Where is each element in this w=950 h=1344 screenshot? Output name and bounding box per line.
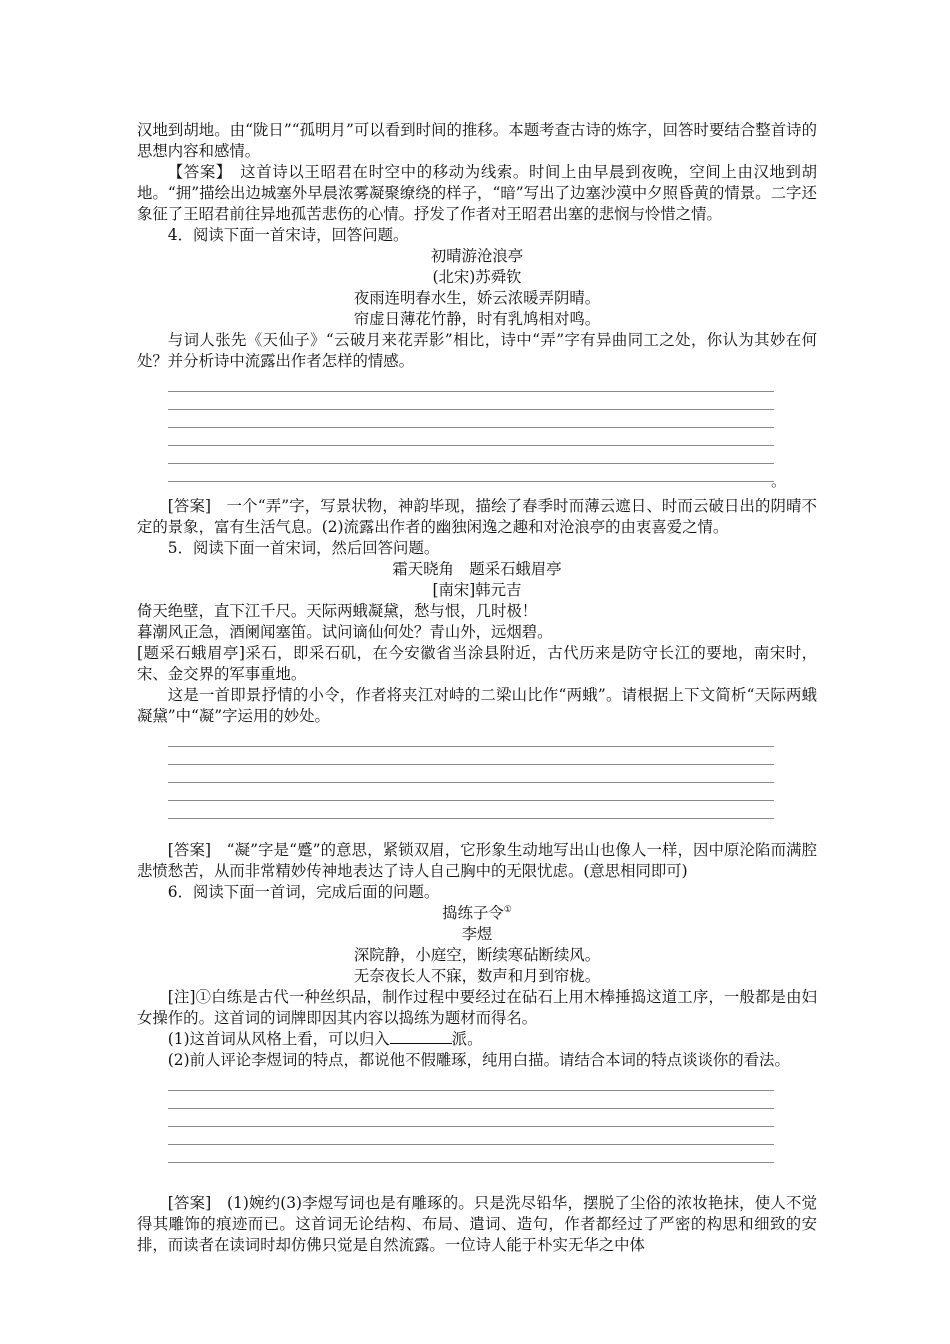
q5-poem-author: [南宋]韩元吉 [432, 581, 522, 599]
q6-sub1-text: (1)这首词从风格上看，可以归入 [167, 1030, 390, 1048]
q6-poem-title: 捣练子令 [442, 904, 504, 922]
q5-answer: [答案] “凝”字是“蹙”的意思，紧锁双眉，它形象生动地写出山也像人一样，因中原沦陷而满腔悲愤愁苦，从而非常精妙传神地表达了诗人自己胸中的无限忧虑。(意思相同即可) [137, 841, 817, 880]
document-page [137, 120, 817, 1256]
q5-poem-title: 霜天晓角 题采石蛾眉亭 [392, 560, 562, 578]
q5-note: [题采石蛾眉亭]采石，即采石矶，在今安徽省当涂县附近，古代历来是防守长江的要地，南宋时，宋、金交界的军事重地。 [137, 644, 817, 683]
answer-line [168, 729, 774, 747]
q4-question: 与词人张先《天仙子》“云破月来花弄影”相比，诗中“弄”字有异曲同工之处，你认为其妙在何处？并分析诗中流露出作者怎样的情感。 [137, 331, 817, 370]
q6-poem-line-1: 深院静，小庭空，断续寒砧断续风。 [353, 946, 601, 964]
answer-line [168, 392, 774, 410]
answer-line [168, 1073, 774, 1091]
answer-line [168, 374, 774, 392]
q5-poem-line-2: 暮潮风正急，酒阑闻塞笛。试问谪仙何处？青山外，远烟碧。 [137, 623, 553, 641]
q6-note: [注]①白练是古代一种丝织品，制作过程中要经过在砧石上用木棒捶捣这道工序，一般都是由妇女操作的。这首词的词牌即因其内容以捣练为题材而得名。 [137, 988, 817, 1027]
answer-line [168, 1091, 774, 1109]
q4-poem-line-2: 帘虚日薄花竹静，时有乳鸠相对鸣。 [353, 310, 601, 328]
q4-poem-author: (北宋)苏舜钦 [432, 268, 522, 286]
answer-line [168, 464, 774, 482]
answer-line [168, 765, 774, 783]
q6-answer-lines[interactable] [168, 1073, 774, 1163]
q4-answer: [答案] 一个“弄”字，写景状物，神韵毕现，描绘了春季时而薄云遮日、时而云破日出的阴晴不定的景象，富有生活气息。(2)流露出作者的幽独闲逸之趣和对沧浪亭的由衷喜爱之情。 [137, 497, 817, 536]
q5-answer-lines[interactable] [168, 729, 774, 819]
footnote-marker: ① [503, 904, 512, 915]
answer-line [168, 1127, 774, 1145]
intro-answer: 【答案】 这首诗以王昭君在时空中的移动为线索。时间上由早晨到夜晚，空间上由汉地到胡地。“拥”描绘出边城塞外早晨浓雾凝聚缭绕的样子，“暗”写出了边塞沙漠中夕照昏黄的情景。二字还象征了王昭君前往异地孤苦悲伤的心情。抒发了作者对王昭君出塞的悲悯与怜惜之情。 [137, 163, 817, 223]
q4-poem-line-1: 夜雨连明春水生，娇云浓暖弄阴晴。 [353, 289, 601, 307]
end-period: 。 [770, 472, 786, 490]
q6-answer: [答案] (1)婉约(3)李煜写词也是有雕琢的。只是洗尽铅华，摆脱了尘俗的浓妆艳抹，使人不觉得其雕饰的痕迹而已。这首词无论结构、布局、遣词、造句，作者都经过了严密的构思和细致的安排，而读者在读词时却仿佛只觉是自然流露。一位诗人能于朴实无华之中体 [137, 1194, 817, 1254]
answer-line [168, 410, 774, 428]
answer-line [168, 783, 774, 801]
q5-prompt: 5．阅读下面一首宋词，然后回答问题。 [167, 539, 440, 557]
fill-in-blank[interactable] [390, 1029, 452, 1044]
answer-line [168, 446, 774, 464]
q5-question: 这是一首即景抒情的小令，作者将夹江对峙的二梁山比作“两蛾”。请根据上下文简析“天际两蛾凝黛”中“凝”字运用的妙处。 [137, 686, 817, 725]
intro-paragraph: 汉地到胡地。由“陇日”“孤明月”可以看到时间的推移。本题考查古诗的炼字，回答时要结合整首诗的思想内容和感情。 [137, 121, 817, 160]
answer-line [168, 1109, 774, 1127]
q4-answer-lines[interactable] [168, 374, 786, 490]
q4-prompt: 4．阅读下面一首宋诗，回答问题。 [167, 226, 409, 244]
q6-poem-title-wrap [137, 903, 817, 924]
q6-poem-line-2: 无奈夜长人不寐，数声和月到帘栊。 [353, 967, 601, 985]
q6-sub-question-2: (2)前人评论李煜词的特点，都说他不假雕琢，纯用白描。请结合本词的特点谈谈你的看法。 [167, 1051, 790, 1069]
answer-line [168, 801, 774, 819]
q5-poem-line-1: 倚天绝壁，直下江千尺。天际两蛾凝黛，愁与恨，几时极！ [137, 602, 538, 620]
answer-line [168, 428, 774, 446]
q6-prompt: 6．阅读下面一首词，完成后面的问题。 [167, 883, 440, 901]
answer-line [168, 1145, 774, 1163]
q4-poem-title: 初晴游沧浪亭 [430, 247, 524, 265]
answer-line [168, 747, 774, 765]
q6-sub1-suffix: 派。 [451, 1030, 483, 1048]
q6-sub-question-1 [137, 1029, 817, 1050]
q6-poem-author: 李煜 [461, 925, 493, 943]
